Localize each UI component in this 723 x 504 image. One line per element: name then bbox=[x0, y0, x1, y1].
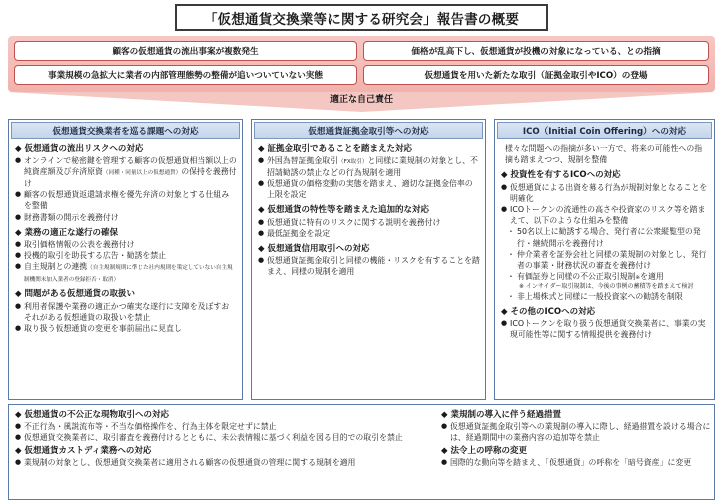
list-item: ● 取引価格情報の公表を義務付け bbox=[15, 239, 237, 250]
section-heading: ◆ 仮想通貨カストディ業務への対応 bbox=[15, 445, 152, 456]
list-item: ● 国際的な動向等を踏まえ、「仮想通貨」の呼称を「暗号資産」に変更 bbox=[441, 457, 711, 468]
bottom-panel bbox=[8, 404, 715, 500]
list-item: ● 顧客の仮想通貨返還請求権を優先弁済の対象とする仕組みを整備 bbox=[15, 189, 237, 211]
sub-item: ・ 有価証券と同様の不公正取引規制※を適用 bbox=[501, 271, 709, 283]
page-title: 「仮想通貨交換業等に関する研究会」報告書の概要 bbox=[175, 4, 548, 31]
list-item: ● 自主規制との連携（自主規制規則に準じた社内規則を策定していない自主規制機関未加入業者の登録拒否・取消） bbox=[15, 261, 237, 284]
column-header: ICO（Initial Coin Offering）への対応 bbox=[497, 122, 712, 139]
list-item: ● ICOトークンの流通性の高さや投資家のリスク等を踏まえて、以下のような仕組みを整備 bbox=[501, 204, 709, 226]
section-heading: ◆ 問題がある仮想通貨の取扱い bbox=[15, 289, 135, 300]
intro-text: 様々な問題への指摘が多い一方で、将来の可能性への指摘も踏まえつつ、規制を整備 bbox=[505, 144, 703, 165]
list-item: ● 取り扱う仮想通貨の変更を事前届出に見直し bbox=[15, 323, 237, 334]
list-item: ● 仮想通貨証拠金取引等への業規制の導入に際し、経過措置を設ける場合には、経過期間中の業務内容の追加等を禁止 bbox=[441, 421, 711, 443]
list-item: ● ICOトークンを取り扱う仮想通貨交換業者に、事業の実現可能性等に関する情報提供を義務付け bbox=[501, 318, 709, 340]
list-item: ● 利用者保護や業務の適正かつ確実な遂行に支障を及ぼすおそれがある仮想通貨の取扱いを禁止 bbox=[15, 301, 237, 323]
issue-top-right: 価格が乱高下し、仮想通貨が投機の対象になっている、との指摘 bbox=[363, 41, 709, 61]
list-item: ● 仮想通貨に特有のリスクに関する説明を義務付け bbox=[258, 217, 480, 228]
list-item: ● 仮想通貨の価格変動の実態を踏まえ、適切な証拠金倍率の上限を設定 bbox=[258, 178, 480, 200]
issues-band bbox=[8, 36, 715, 92]
section-heading: ◆ 仮想通貨の不公正な現物取引への対応 bbox=[15, 410, 169, 420]
list-item: ● 仮想通貨による出資を募る行為が規制対象となることを明確化 bbox=[501, 182, 709, 204]
column-margin-trading bbox=[251, 119, 486, 400]
issue-bottom-left: 事業規模の急拡大に業者の内部管理態勢の整備が追いついていない実態 bbox=[14, 65, 357, 85]
list-item: ● 仮想通貨証拠金取引と同様の機能・リスクを有することを踏まえ、同様の規制を適用 bbox=[258, 255, 480, 277]
list-item: ● 財務書類の開示を義務付け bbox=[15, 212, 237, 223]
list-item: ● 仮想通貨交換業者に、取引審査を義務付けるとともに、未公表情報に基づく利益を図る目的での取引を禁止 bbox=[15, 432, 435, 443]
issue-bottom-right: 仮想通貨を用いた新たな取引（証拠金取引やICO）の登場 bbox=[363, 65, 709, 85]
list-item: ● 業規制の対象とし、仮想通貨交換業者に適用される顧客の仮想通貨の管理に関する規制を適用 bbox=[15, 457, 435, 468]
column-ico bbox=[494, 119, 715, 400]
list-item: ● 外国為替証拠金取引（FX取引）と同様に業規制の対象とし、不招請勧誘の禁止などの行為規制を適用 bbox=[258, 155, 480, 178]
column-header: 仮想通貨交換業者を巡る課題への対応 bbox=[11, 122, 240, 139]
responsibility-label: 適正な自己責任 bbox=[329, 95, 393, 105]
list-item: ● 不正行為・風説流布等・不当な価格操作を、行為主体を限定せずに禁止 bbox=[15, 421, 435, 432]
section-heading: ◆ 仮想通貨の流出リスクへの対応 bbox=[15, 144, 144, 154]
section-heading: ◆ 証拠金取引であることを踏まえた対応 bbox=[258, 144, 412, 154]
list-item: ● オンラインで秘密鍵を管理する顧客の仮想通貨相当額以上の純資産額及び弁済原資（同種・同量以上の仮想通貨）の保持を義務付け bbox=[15, 155, 237, 189]
section-heading: ◆ 仮想通貨の特性等を踏まえた追加的な対応 bbox=[258, 205, 429, 216]
section-heading: ◆ 法令上の呼称の変更 bbox=[441, 445, 527, 456]
section-heading: ◆ 仮想通貨信用取引への対応 bbox=[258, 243, 370, 254]
column-header: 仮想通貨証拠金取引等への対応 bbox=[254, 122, 483, 139]
list-item: ● 最低証拠金を設定 bbox=[258, 228, 480, 239]
section-heading: ◆ 業務の適正な遂行の確保 bbox=[15, 227, 118, 238]
footnote: ※ インサイダー取引規制は、今後の事例の蓄積等を踏まえて検討 bbox=[519, 282, 694, 290]
sub-item: ・ 仲介業者を証券会社と同様の業規制の対象とし、発行者の事業・財務状況の審査を義務付け bbox=[501, 249, 709, 271]
section-heading: ◆ その他のICOへの対応 bbox=[501, 306, 596, 317]
section-heading: ◆ 業規制の導入に伴う経過措置 bbox=[441, 410, 561, 420]
sub-item: ・ 非上場株式と同様に一般投資家への勧誘を制限 bbox=[501, 291, 709, 302]
section-heading: ◆ 投資性を有するICOへの対応 bbox=[501, 170, 621, 181]
column-exchange-issues bbox=[8, 119, 243, 400]
issue-top-left: 顧客の仮想通貨の流出事案が複数発生 bbox=[14, 41, 357, 61]
list-item: ● 投機的取引を助長する広告・勧誘を禁止 bbox=[15, 250, 237, 261]
sub-item: ・ 50名以上に勧誘する場合、発行者に公衆縦覧型の発行・継続開示を義務付け bbox=[501, 226, 709, 248]
